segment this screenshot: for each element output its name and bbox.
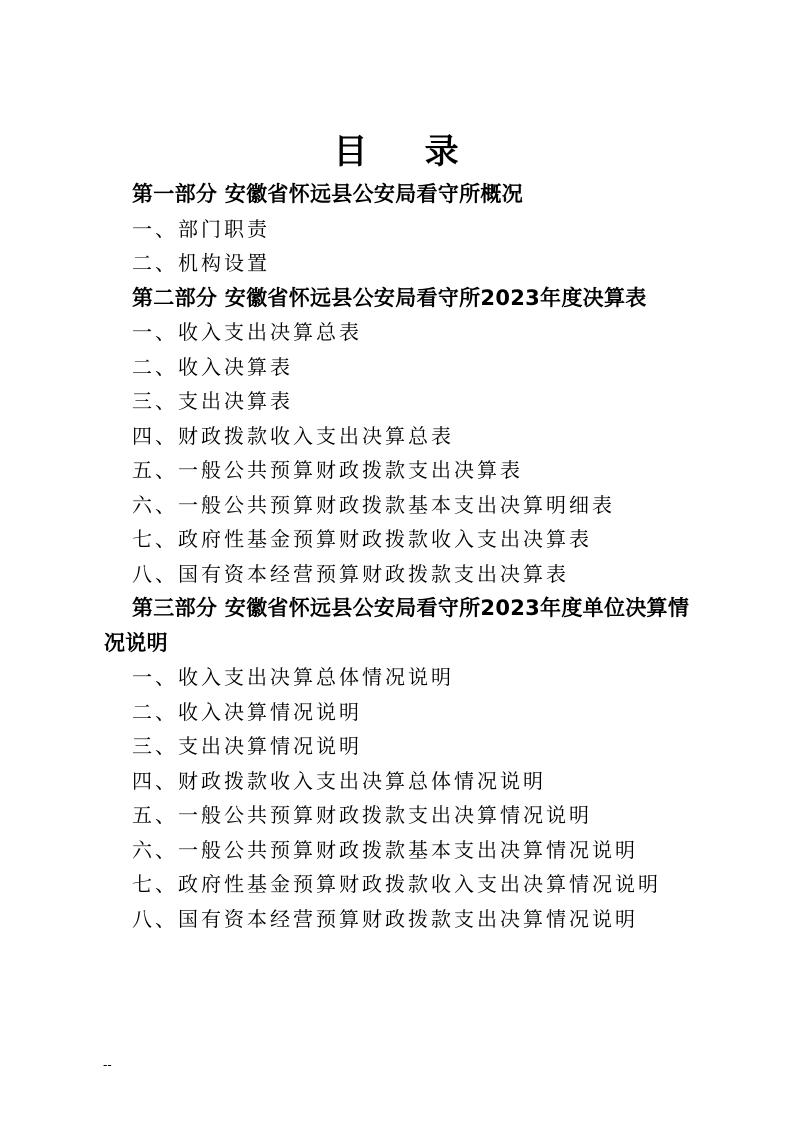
part-2-item-8: 八、国有资本经营预算财政拨款支出决算表	[132, 561, 569, 586]
page-title: 目 录	[333, 132, 461, 172]
part-2-item-5: 五、一般公共预算财政拨款支出决算表	[132, 458, 523, 482]
part-3-item-4: 四、财政拨款收入支出决算总体情况说明	[132, 768, 546, 793]
footer-mark: --	[103, 1058, 112, 1072]
table-of-contents	[104, 177, 700, 936]
part-2-item-3: 三、支出决算表	[132, 389, 293, 413]
part-2-item-4: 四、财政拨款收入支出决算总表	[132, 423, 454, 448]
part-3-item-8: 八、国有资本经营预算财政拨款支出决算情况说明	[132, 906, 638, 931]
part-2-item-6: 六、一般公共预算财政拨款基本支出决算明细表	[132, 492, 615, 517]
part-3-heading: 第三部分 安徽省怀远县公安局看守所2023年度单位决算情况说明	[104, 596, 690, 655]
part-3-item-6: 六、一般公共预算财政拨款基本支出决算情况说明	[132, 837, 638, 862]
part-3-item-1: 一、收入支出决算总体情况说明	[132, 665, 454, 689]
part-1-item-1: 一、部门职责	[132, 216, 270, 241]
part-2-heading: 第二部分 安徽省怀远县公安局看守所2023年度决算表	[132, 285, 647, 310]
part-3-item-5: 五、一般公共预算财政拨款支出决算情况说明	[132, 803, 592, 827]
part-2-item-1: 一、收入支出决算总表	[132, 320, 362, 344]
part-3-item-2: 二、收入决算情况说明	[132, 699, 362, 724]
part-3-item-3: 三、支出决算情况说明	[132, 734, 362, 758]
part-1-heading: 第一部分 安徽省怀远县公安局看守所概况	[132, 182, 524, 206]
part-1-item-2: 二、机构设置	[132, 251, 270, 275]
part-3-item-7: 七、政府性基金预算财政拨款收入支出决算情况说明	[132, 872, 661, 896]
part-2-item-7: 七、政府性基金预算财政拨款收入支出决算表	[132, 527, 592, 551]
part-2-item-2: 二、收入决算表	[132, 354, 293, 379]
